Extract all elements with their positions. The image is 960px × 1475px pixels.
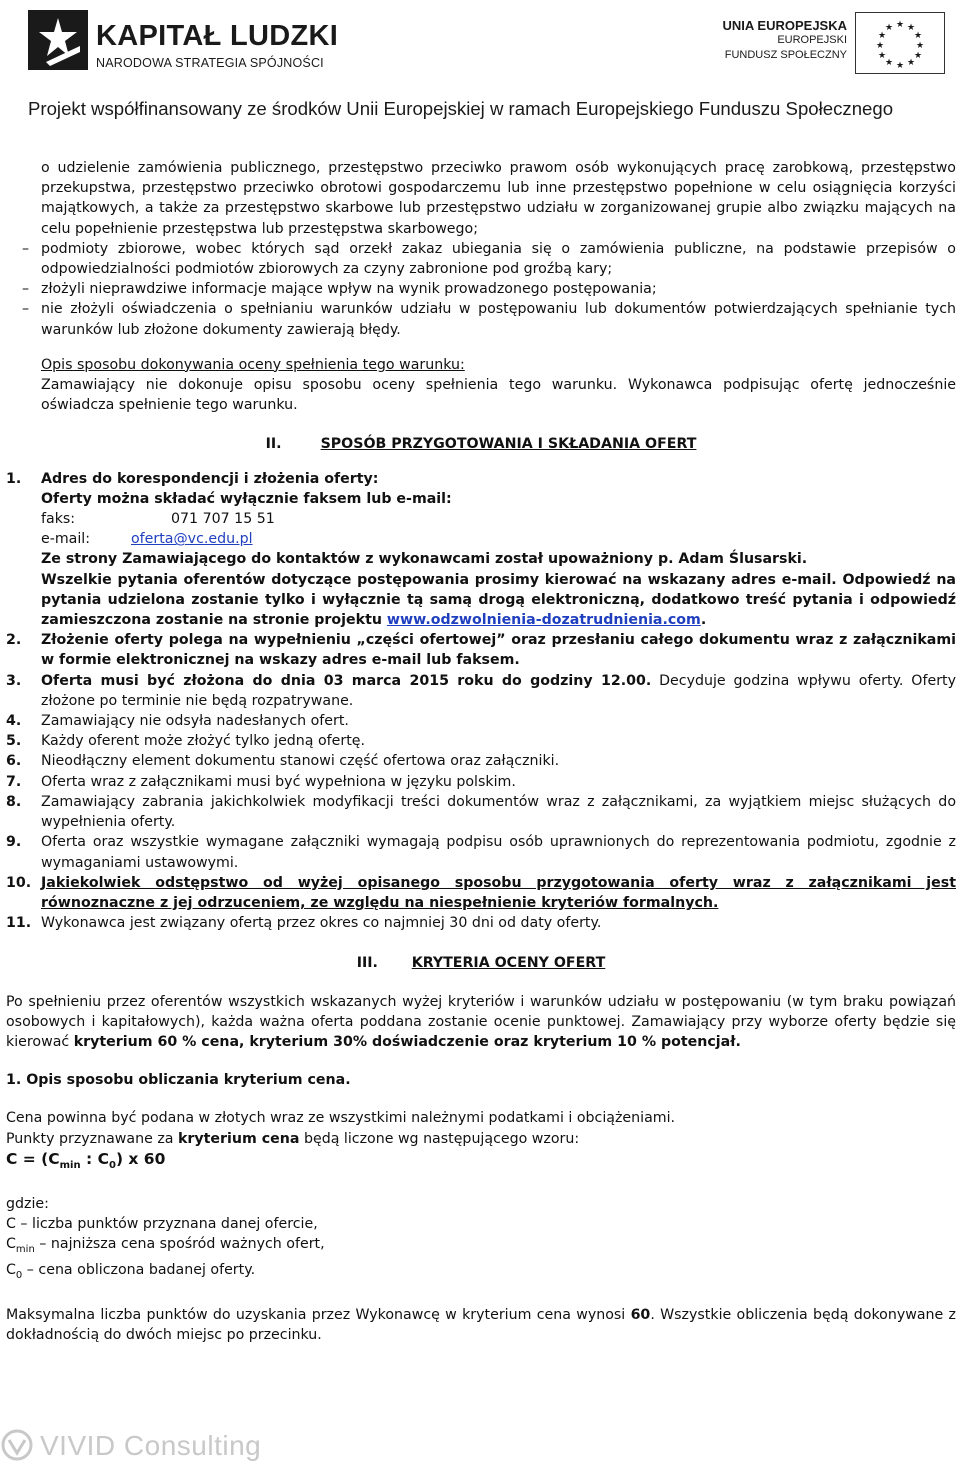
eu-logo-text	[723, 18, 847, 63]
item-number: 7.	[6, 773, 22, 790]
contact-person: Ze strony Zamawiającego do kontaktów z wykonawcami został upoważniony p. Adam Ślusarski.	[41, 551, 808, 568]
item-number: 10.	[6, 874, 32, 891]
item-text: Nieodłączny element dokumentu stanowi część ofertowa oraz załączniki.	[41, 753, 560, 770]
points-text-end: będą liczone wg następującego wzoru:	[299, 1130, 580, 1147]
formula-sub-0: 0	[108, 1159, 116, 1171]
svg-text:★: ★	[913, 51, 923, 61]
list-item	[6, 751, 956, 771]
dash-marker: –	[22, 301, 30, 318]
svg-text:★: ★	[913, 31, 923, 41]
definition-c: C – liczba punktów przyznana danej ofercie,	[6, 1216, 318, 1233]
vivid-brand: VIVID Consulting	[40, 1430, 262, 1461]
def-symbol: C	[6, 1236, 16, 1253]
eu-line-3: FUNDUSZ SPOŁECZNY	[724, 49, 847, 61]
vivid-logo-icon	[0, 1428, 34, 1462]
formula-sub-min: min	[59, 1159, 81, 1171]
section-title: KRYTERIA OCENY OFERT	[411, 955, 606, 972]
points-criterion: kryterium cena	[177, 1130, 300, 1147]
def-text: – najniższa cena spośród ważnych ofert,	[34, 1236, 325, 1253]
list-item	[6, 711, 956, 731]
list-item	[6, 772, 956, 792]
dash-marker: –	[22, 281, 30, 298]
def-symbol: C	[6, 1262, 16, 1279]
questions-text: Wszelkie pytania oferentów dotyczące postępowania prosimy kierować na wskazany adres e-mail. Odpowiedź na pytania udzielona zostanie tylko i wyłącznie tą samą drogą elektroniczną, dodatkowo treść pytania i odpowiedź zamieszczona zostanie na stronie projektu	[41, 571, 956, 629]
def-sub: min	[15, 1244, 35, 1256]
formula-part: C = (C	[6, 1149, 60, 1168]
gdzie-label: gdzie:	[6, 1196, 49, 1213]
item-text: Oferta oraz wszystkie wymagane załączniki wymagają podpisu osób uprawnionych do reprezentowania podmiotu, zgodnie z wymaganiami ustawowymi.	[41, 834, 956, 871]
price-criterion-heading: 1. Opis sposobu obliczania kryterium cena.	[6, 1072, 351, 1089]
exclusion-text: podmioty zbiorowe, wobec których sąd orzekł zakaz ubiegania się o zamówienia publiczne, na podstawie przepisów o odpowiedzialności podmiotów zbiorowych za czyny zabronione pod groźbą kary;	[41, 240, 956, 278]
max-points-paragraph	[6, 1305, 956, 1345]
formula-part: ) x 60	[115, 1149, 166, 1168]
item-number: 5.	[6, 733, 22, 750]
exclusion-item	[6, 279, 956, 299]
price-line: Cena powinna być podana w złotych wraz ze wszystkimi należnymi podatkami i obciążeniami.	[6, 1110, 676, 1127]
section-title: SPOSÓB PRZYGOTOWANIA I SKŁADANIA OFERT	[320, 436, 697, 453]
svg-text:★: ★	[877, 31, 887, 41]
item-text: Decyduje godzina wpływu oferty. Oferty złożone po terminie nie będą rozpatrywane.	[41, 672, 956, 709]
project-cofinancing-line: Projekt współfinansowany ze środków Unii Europejskiej w ramach Europejskiego Funduszu Społecznego	[28, 98, 894, 119]
max-text-end: . Wszystkie obliczenia będą dokonywane z dokładnością do dwóch miejsc po przecinku.	[6, 1306, 957, 1343]
kapital-ludzki-logo	[28, 10, 339, 72]
exclusion-item	[6, 299, 956, 339]
eu-line-2: EUROPEJSKI	[777, 34, 847, 46]
svg-text:★: ★	[884, 58, 894, 68]
document-body	[6, 158, 956, 1345]
exclusion-item	[6, 239, 956, 279]
svg-text:★: ★	[875, 41, 885, 51]
def-sub: 0	[15, 1270, 23, 1282]
svg-text:★: ★	[915, 41, 925, 51]
questions-end: .	[700, 612, 707, 629]
deadline-text: Oferta musi być złożona do dnia 03 marca 2015 roku do godziny 12.00.	[41, 672, 652, 689]
section-number: III.	[356, 955, 378, 972]
svg-text:★: ★	[906, 23, 916, 33]
list-item	[6, 792, 956, 832]
email-label: e-mail:	[41, 531, 91, 548]
item-number: 11.	[6, 915, 32, 932]
list-item	[6, 873, 956, 913]
item-subtitle: Oferty można składać wyłącznie faksem lub e-mail:	[41, 490, 452, 507]
page-footer	[0, 1418, 960, 1475]
fax-value: 071 707 15 51	[171, 511, 275, 528]
item-text: Zamawiający zabrania jakichkolwiek modyfikacji treści dokumentów wraz z załącznikami, za wyjątkiem miejsc służących do wypełnienia oferty.	[41, 793, 956, 831]
formula-part: : C	[80, 1149, 109, 1168]
list-item	[6, 913, 956, 933]
item-number: 3.	[6, 672, 22, 689]
points-text: Punkty przyznawane za	[6, 1130, 178, 1147]
item-number: 4.	[6, 713, 22, 730]
points-line	[6, 1129, 956, 1149]
item-text: Oferta wraz z załącznikami musi być wypełniona w języku polskim.	[41, 773, 516, 790]
list-item	[6, 469, 956, 631]
svg-text:★: ★	[877, 51, 887, 61]
fax-label: faks:	[41, 511, 76, 528]
logo-title: KAPITAŁ LUDZKI	[96, 20, 339, 52]
criteria-paragraph	[6, 992, 956, 1053]
page-header	[0, 0, 960, 135]
item-number: 6.	[6, 753, 22, 770]
svg-text:★: ★	[906, 58, 916, 68]
list-item	[6, 731, 956, 751]
opis-heading: Opis sposobu dokonywania oceny spełnienia tego warunku:	[41, 356, 465, 373]
item-text: Złożenie oferty polega na wypełnieniu „części ofertowej” oraz przesłaniu całego dokumentu wraz z załącznikami w formie elektronicznej na wskazy adres e-mail lub faksem.	[41, 632, 956, 669]
item-text: Wykonawca jest związany ofertą przez okres co najmniej 30 dni od daty oferty.	[41, 915, 602, 932]
list-item	[6, 630, 956, 670]
price-formula	[6, 1149, 956, 1176]
opis-text: Zamawiający nie dokonuje opisu sposobu oceny spełnienia tego warunku. Wykonawca podpisując ofertę jednocześnie oświadcza spełnienie tego warunku.	[41, 377, 956, 414]
item-text: Zamawiający nie odsyła nadesłanych ofert.	[41, 713, 349, 730]
eu-flag-icon	[855, 12, 945, 74]
project-website-link[interactable]: www.odzwolnienia-dozatrudnienia.com	[386, 612, 701, 629]
max-value: 60	[630, 1306, 651, 1323]
svg-text:★: ★	[895, 61, 905, 71]
item-text: Każdy oferent może złożyć tylko jedną ofertę.	[41, 733, 366, 750]
max-text: Maksymalna liczba punktów do uzyskania przez Wykonawcę w kryterium cena wynosi	[6, 1306, 631, 1323]
section-2-heading	[6, 434, 956, 454]
intro-paragraph: o udzielenie zamówienia publicznego, przestępstwo przeciwko prawom osób wykonujących pracę zarobkową, przestępstwo przekupstwa, przestępstwo przeciwko obrotowi gospodarczemu lub inne przestępstwo popełnione w celu osiągnięcia korzyści majątkowych, a także za przestępstwo skarbowe lub przestępstwo udziału w zorganizowanej grupie albo związku mających na celu popełnienie przestępstwa lub przestępstwa skarbowego;	[41, 160, 956, 237]
kapital-ludzki-emblem-icon	[28, 10, 88, 70]
section-number: II.	[265, 436, 282, 453]
criteria-text: Po spełnieniu przez oferentów wszystkich wskazanych wyżej kryteriów i warunków udziału w postępowaniu (w tym braku powiązań osobowych i kapitałowych), każda ważna oferta poddana zostanie ocenie punktowej. Zamawiający przy wyborze oferty będzie się kierować	[6, 993, 956, 1050]
item-number: 1.	[6, 470, 22, 487]
item-number: 9.	[6, 834, 22, 851]
ofert-list	[6, 469, 956, 934]
item-number: 8.	[6, 793, 22, 810]
exclusion-text: nie złożyli oświadczenia o spełnianiu warunków udziału w postępowaniu lub dokumentów potwierdzających spełnianie tych warunków lub złożone dokumenty zawierają błędy.	[41, 301, 956, 338]
eu-logo	[722, 12, 945, 72]
svg-text:★: ★	[884, 23, 894, 33]
list-item	[6, 832, 956, 872]
criteria-weights: kryterium 60 % cena, kryterium 30% doświadczenie oraz kryterium 10 % potencjał.	[73, 1033, 741, 1050]
item-title: Adres do korespondencji i złożenia oferty:	[41, 470, 379, 487]
email-link[interactable]: oferta@vc.edu.pl	[131, 531, 253, 548]
section-3-heading	[6, 953, 956, 973]
eu-line-1: UNIA EUROPEJSKA	[722, 18, 847, 33]
definition-cmin	[6, 1234, 956, 1260]
exclusion-text: złożyli nieprawdziwe informacje mające wpływ na wynik prowadzonego postępowania;	[41, 281, 657, 298]
definition-c0	[6, 1260, 956, 1286]
svg-text:★: ★	[895, 20, 905, 30]
list-item	[6, 671, 956, 711]
dash-marker: –	[22, 240, 30, 257]
logo-subtitle: NARODOWA STRATEGIA SPÓJNOŚCI	[96, 56, 324, 70]
def-text: – cena obliczona badanej oferty.	[22, 1262, 256, 1279]
item-number: 2.	[6, 632, 22, 649]
item-text: Jakiekolwiek odstępstwo od wyżej opisanego sposobu przygotowania oferty wraz z załącznikami jest równoznaczne z jej odrzuceniem, ze względu na niespełnienie kryteriów formalnych.	[41, 874, 956, 911]
